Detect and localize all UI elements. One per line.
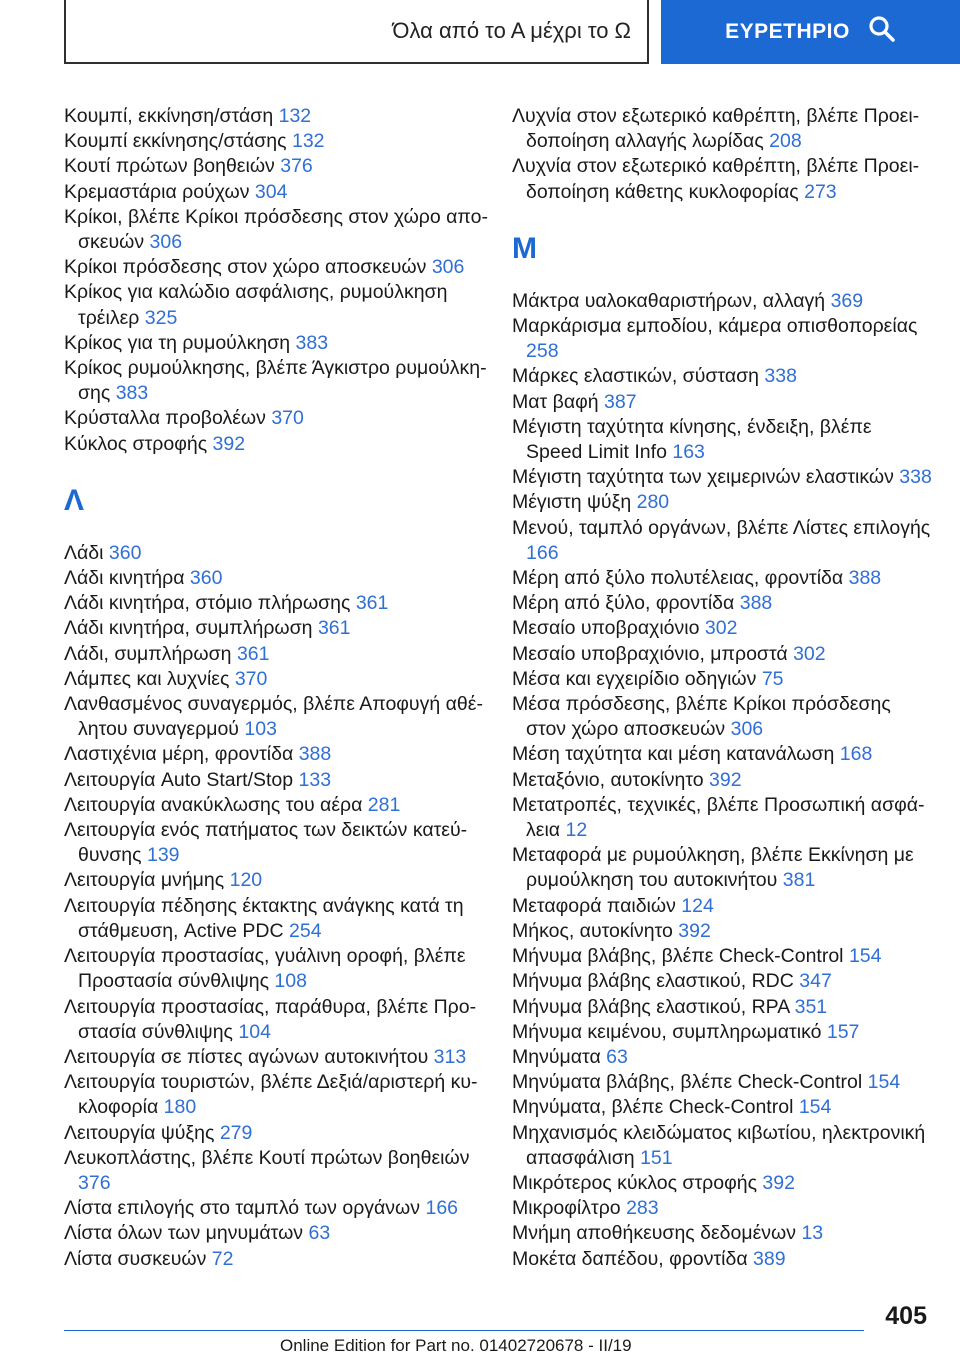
index-entry [64, 742, 494, 767]
index-entry-text: Λειτουργία Auto Start/Stop [64, 768, 294, 791]
index-entry-text: Μέση ταχύτητα και μέση κατανάλωση [512, 743, 835, 766]
page-link[interactable]: 392 [678, 919, 711, 942]
index-entry-text: Μέγιστη ταχύτητα των χειμερινών ελαστικών [512, 466, 894, 489]
page-link[interactable]: 133 [298, 768, 332, 791]
index-column-left [64, 104, 494, 1272]
tab-a-to-z-label: Όλα από το Α μέχρι το Ω [392, 18, 631, 43]
index-entry [64, 1247, 494, 1272]
page-link[interactable]: 154 [848, 945, 882, 968]
index-entry-text: Μήκος, αυτοκίνητο [512, 919, 673, 942]
page-link[interactable]: 370 [271, 407, 304, 430]
index-entry [512, 969, 932, 994]
index-column-right [512, 104, 932, 1272]
index-entry [512, 1020, 932, 1045]
section-letter: Μ [512, 231, 537, 265]
index-entry [64, 331, 494, 356]
index-entry-text: Μάρκες ελαστικών, σύσταση [512, 365, 759, 388]
page-link[interactable]: 313 [433, 1045, 467, 1068]
index-entry [512, 1070, 932, 1095]
page-link[interactable]: 281 [367, 793, 401, 816]
index-entry-text: Μικροφίλτρο [512, 1197, 621, 1220]
index-entry-text: Μνήμη αποθήκευσης δεδομένων [512, 1222, 797, 1245]
page-link[interactable]: 108 [274, 970, 307, 993]
index-entry-text: Κύκλος στροφής [64, 432, 208, 455]
page-link[interactable]: 63 [308, 1222, 331, 1245]
index-entry [64, 180, 494, 205]
index-entry-text: Μενού, ταμπλό οργάνων, βλέπε Λίστες επιλογής [512, 516, 931, 539]
index-entry [512, 591, 932, 616]
index-entry [64, 1221, 494, 1246]
index-entry [512, 1095, 932, 1120]
tab-index-label: ΕΥΡΕΤΗΡΙΟ [725, 20, 850, 43]
index-entry-text: Κρεμαστάρια ρούχων [64, 180, 250, 203]
index-entry [512, 1121, 932, 1171]
tab-a-to-z[interactable] [64, 0, 649, 64]
index-entry-text: Κρίκος για τη ρυμούλκηση [64, 331, 291, 354]
index-entry-text: Λάδι [64, 541, 104, 564]
index-entry-text: Μήνυμα βλάβης ελαστικού, RPA [512, 995, 790, 1018]
page-link[interactable]: 381 [782, 869, 816, 892]
index-entry [512, 894, 932, 919]
page-link[interactable]: 361 [317, 617, 351, 640]
index-entry-text: Μάκτρα υαλοκαθαριστήρων, αλλαγή [512, 289, 826, 312]
index-entry [64, 1196, 494, 1221]
index-entry [512, 642, 932, 667]
index-entry [512, 793, 932, 843]
page-link[interactable]: 351 [794, 995, 828, 1018]
index-entry-text: Λίστα συσκευών [64, 1247, 207, 1270]
index-entry-text: Μεσαίο υποβραχιόνιο [512, 617, 700, 640]
index-entry-text: Μεταφορά με ρυμούλκηση, βλέπε Εκκίνηση με ρυμούλκηση του αυτοκινήτου [512, 844, 914, 892]
index-entry-text: Λειτουργία μνήμης [64, 869, 225, 892]
index-entry [512, 1221, 932, 1246]
index-entry [512, 692, 932, 742]
page-link[interactable]: 304 [254, 180, 288, 203]
index-entry-text: Μήνυμα βλάβης, βλέπε Check-Control [512, 945, 844, 968]
index-entry [64, 1045, 494, 1070]
index-entry-text: Κρύσταλλα προβολέων [64, 407, 266, 430]
index-entry [64, 667, 494, 692]
index-entry [64, 129, 494, 154]
page-link[interactable]: 387 [604, 390, 637, 413]
index-entry [64, 255, 494, 280]
index-entry [64, 104, 494, 129]
index-entry-text: Μηνύματα, βλέπε Check-Control [512, 1096, 794, 1119]
page-link[interactable]: 302 [793, 642, 826, 665]
page-link[interactable]: 360 [108, 541, 142, 564]
index-entry [512, 390, 932, 415]
index-entry [64, 154, 494, 179]
page-link[interactable]: 13 [801, 1222, 824, 1245]
index-entry [512, 314, 932, 364]
index-entry-text: Κουμπί, εκκίνηση/στάση [64, 105, 274, 127]
page-link[interactable]: 12 [565, 819, 588, 842]
index-entry [64, 642, 494, 667]
index-entry-text: Λειτουργία προστασίας, γυάλινη οροφή, βλέπε Προστασία σύνθλιψης [64, 945, 466, 993]
search-icon[interactable] [868, 15, 896, 49]
page-link[interactable]: 273 [804, 180, 837, 203]
page-link[interactable]: 254 [289, 919, 322, 942]
page-link[interactable]: 163 [672, 441, 705, 464]
page-link[interactable]: 124 [681, 894, 714, 917]
page-link[interactable]: 157 [826, 1020, 860, 1043]
index-entry [64, 566, 494, 591]
index-entry [512, 1045, 932, 1070]
page-link[interactable]: 306 [149, 231, 183, 254]
index-entry-text: Λαστιχένια μέρη, φροντίδα [64, 743, 294, 766]
index-entry [512, 364, 932, 389]
index-entry-text: Κρίκοι πρόσδεσης στον χώρο αποσκευών [64, 256, 427, 279]
index-entry-text: Λειτουργία σε πίστες αγώνων αυτοκινήτου [64, 1045, 429, 1068]
index-entry-text: Λάδι, συμπλήρωση [64, 642, 232, 665]
index-entry-text: Λίστα όλων των μηνυμάτων [64, 1222, 304, 1245]
page-link[interactable]: 302 [704, 617, 738, 640]
index-entry [512, 104, 932, 154]
page-link[interactable]: 389 [753, 1247, 786, 1270]
index-entry-text: Κρίκος ρυμούλκησης, βλέπε Άγκιστρο ρυμούλκησης [64, 357, 487, 405]
page-link[interactable]: 370 [234, 667, 268, 690]
index-entry [512, 154, 932, 204]
page-link[interactable]: 369 [830, 289, 864, 312]
index-entry [64, 1146, 494, 1196]
index-entry-text: Λειτουργία ψύξης [64, 1121, 215, 1144]
index-entry-text: Μήνυμα βλάβης ελαστικού, RDC [512, 970, 794, 993]
page-link[interactable]: 360 [189, 567, 223, 590]
index-entry-text: Μαρκάρισμα εμποδίου, κάμερα οπισθοπορείας [512, 315, 918, 338]
index-entry-text: Μέρη από ξύλο, φροντίδα [512, 592, 735, 615]
page-link[interactable]: 63 [606, 1045, 628, 1068]
index-entry-text: Λάμπες και λυχνίες [64, 667, 230, 690]
index-entry-text: Μεταφορά παιδιών [512, 894, 676, 917]
index-entry [512, 1196, 932, 1221]
page-link[interactable]: 166 [425, 1197, 459, 1220]
index-entry [512, 415, 932, 465]
index-entry [64, 894, 494, 944]
index-entry-text: Λευκοπλάστης, βλέπε Κουτί πρώτων βοηθειών [64, 1146, 470, 1169]
index-entry [64, 280, 494, 330]
index-entry-text: Λάδι κινητήρα, στόμιο πλήρωσης [64, 592, 351, 615]
page-link[interactable]: 104 [238, 1020, 271, 1043]
index-entry-text: Λάδι κινητήρα [64, 567, 185, 590]
index-entry-text: Μέρη από ξύλο πολυτέλειας, φροντίδα [512, 567, 844, 590]
index-entry-text: Λανθασμένος συναγερμός, βλέπε Αποφυγή αθέλητου συναγερμού [64, 693, 483, 741]
page-link[interactable]: 361 [236, 642, 270, 665]
footer-divider [64, 1330, 864, 1331]
page-link[interactable]: 120 [229, 869, 263, 892]
index-entry [64, 692, 494, 742]
index-entry-text: Κουμπί εκκίνησης/στάσης [64, 130, 287, 153]
index-entry-text: Κουτί πρώτων βοηθειών [64, 155, 275, 178]
index-entry [64, 995, 494, 1045]
page-link[interactable]: 103 [244, 718, 277, 741]
page-link[interactable]: 376 [78, 1171, 111, 1194]
page-link[interactable]: 325 [144, 306, 178, 329]
index-entry [64, 406, 494, 431]
index-entry [64, 868, 494, 893]
page-link[interactable]: 392 [212, 432, 246, 455]
page-link[interactable]: 388 [848, 567, 882, 590]
index-entry [64, 768, 494, 793]
index-entry-text: Ματ βαφή [512, 390, 599, 413]
index-entry [64, 1121, 494, 1146]
index-entry [512, 742, 932, 767]
index-entry-text: Μηχανισμός κλειδώματος κιβωτίου, ηλεκτρονική απασφάλιση [512, 1121, 926, 1169]
section-letter: Λ [64, 483, 85, 517]
index-entry [512, 516, 932, 566]
index-entry [64, 944, 494, 994]
page-link[interactable]: 338 [899, 466, 932, 489]
index-entry [512, 566, 932, 591]
index-entry-text: Μέγιστη ταχύτητα κίνησης, ένδειξη, βλέπε Speed Limit Info [512, 415, 872, 464]
index-entry [512, 768, 932, 793]
index-entry [512, 289, 932, 314]
index-entry-text: Μεσαίο υποβραχιόνιο, μπροστά [512, 642, 788, 665]
page-link[interactable]: 208 [769, 130, 802, 153]
page-link[interactable]: 361 [355, 592, 389, 615]
index-entry-text: Κρίκος για καλώδιο ασφάλισης, ρυμούλκηση τρέιλερ [64, 281, 448, 329]
page-link[interactable]: 168 [839, 743, 873, 766]
page-link[interactable]: 388 [739, 592, 773, 615]
page-link[interactable]: 72 [211, 1247, 234, 1270]
page-link[interactable]: 376 [280, 155, 313, 178]
page-link[interactable]: 392 [762, 1171, 795, 1194]
index-entry-text: Μηνύματα [512, 1045, 601, 1068]
index-entry-text: Μικρότερος κύκλος στροφής [512, 1171, 757, 1194]
index-entry-text: Μέγιστη ψύξη [512, 491, 632, 514]
index-entry-text: Λυχνία στον εξωτερικό καθρέπτη, βλέπε Προειδοποίηση αλλαγής λωρίδας [512, 105, 920, 153]
top-navigation [0, 0, 960, 66]
index-entry-text: Λυχνία στον εξωτερικό καθρέπτη, βλέπε Προειδοποίηση κάθετης κυκλοφορίας [512, 155, 920, 203]
edition-footer: Online Edition for Part no. 01402720678 - II/19 [280, 1336, 632, 1355]
page-link[interactable]: 151 [640, 1146, 673, 1169]
index-entry-text: Μετατροπές, τεχνικές, βλέπε Προσωπική ασφάλεια [512, 793, 925, 842]
index-entry [64, 356, 494, 406]
index-entry [512, 616, 932, 641]
index-entry-text: Κρίκοι, βλέπε Κρίκοι πρόσδεσης στον χώρο αποσκευών [64, 205, 488, 254]
page-link[interactable]: 388 [298, 743, 332, 766]
page-link[interactable]: 180 [163, 1096, 197, 1119]
index-entry [512, 1171, 932, 1196]
index-entry-text: Λειτουργία πέδησης έκτακτης ανάγκης κατά τη στάθμευση, Active PDC [64, 894, 464, 942]
index-entry-text: Λειτουργία ανακύκλωσης του αέρα [64, 793, 363, 816]
index-entry [64, 205, 494, 255]
index-entry [64, 818, 494, 868]
index-entry [512, 919, 932, 944]
page-link[interactable]: 383 [295, 331, 329, 354]
page-link[interactable]: 132 [291, 130, 325, 153]
index-entry-text: Μήνυμα κειμένου, συμπληρωματικό [512, 1020, 822, 1043]
page-number: 405 [885, 1302, 927, 1330]
page-link[interactable]: 383 [115, 382, 149, 405]
page-link[interactable]: 154 [798, 1096, 832, 1119]
index-entry-text: Μηνύματα βλάβης, βλέπε Check-Control [512, 1071, 863, 1094]
index-entry [512, 1247, 932, 1272]
page-link[interactable]: 392 [709, 768, 742, 791]
index-entry-text: Λειτουργία τουριστών, βλέπε Δεξιά/αριστερή κυκλοφορία [64, 1071, 478, 1119]
page-link[interactable]: 306 [431, 256, 465, 279]
index-entry-text: Μοκέτα δαπέδου, φροντίδα [512, 1247, 748, 1270]
page-link[interactable]: 283 [626, 1197, 659, 1220]
page-link[interactable]: 154 [867, 1071, 901, 1094]
index-entry [512, 490, 932, 515]
index-entry [64, 591, 494, 616]
page-link[interactable]: 258 [526, 340, 559, 363]
index-entry [64, 1070, 494, 1120]
page-link[interactable]: 75 [761, 667, 784, 690]
tab-index[interactable] [661, 0, 960, 64]
index-entry [64, 432, 494, 457]
page-link[interactable]: 347 [799, 970, 832, 993]
index-entry [512, 667, 932, 692]
index-entry-text: Λίστα επιλογής στο ταμπλό των οργάνων [64, 1197, 421, 1220]
index-entry [512, 944, 932, 969]
page-link[interactable]: 139 [146, 844, 180, 867]
page-link[interactable]: 280 [636, 491, 670, 514]
index-entry-text: Μέσα και εγχειρίδιο οδηγιών [512, 667, 757, 690]
index-entry-text: Μέσα πρόσδεσης, βλέπε Κρίκοι πρόσδεσης στον χώρο αποσκευών [512, 693, 891, 741]
index-entry-text: Μεταξόνιο, αυτοκίνητο [512, 768, 704, 791]
index-entry-text: Λειτουργία ενός πατήματος των δεικτών κατεύθυνσης [64, 819, 468, 867]
page-link[interactable]: 279 [219, 1121, 253, 1144]
index-entry [64, 793, 494, 818]
index-entry [512, 995, 932, 1020]
page-link[interactable]: 132 [278, 105, 312, 127]
index-entry [512, 465, 932, 490]
page-link[interactable]: 306 [730, 718, 764, 741]
page-link[interactable]: 166 [526, 541, 559, 564]
page-link[interactable]: 338 [764, 365, 797, 388]
index-entry [512, 843, 932, 893]
index-entry [64, 616, 494, 641]
index-entry-text: Λειτουργία προστασίας, παράθυρα, βλέπε Προστασία σύνθλιψης [64, 995, 477, 1043]
index-entry-text: Λάδι κινητήρα, συμπλήρωση [64, 617, 313, 640]
index-entry [64, 541, 494, 566]
